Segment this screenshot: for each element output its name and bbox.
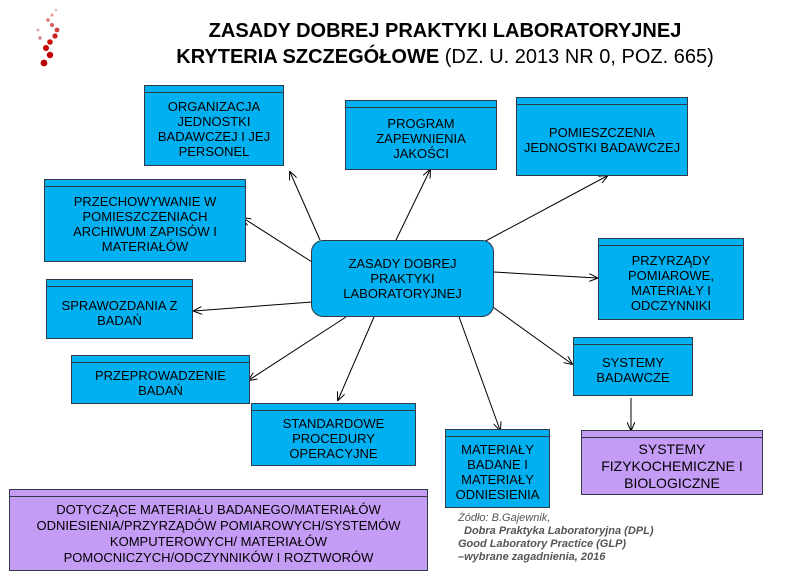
box-program: PROGRAM ZAPEWNIENIA JAKOŚCI xyxy=(345,107,497,170)
title-line-2-bold: KRYTERIA SZCZEGÓŁOWE xyxy=(176,46,440,68)
arrow-to-przeprowadzenie xyxy=(249,317,346,380)
arrow-to-pomieszczenia xyxy=(480,176,607,244)
arrow-to-przechowywanie xyxy=(243,218,312,262)
source-line-3: Good Laboratory Practice (GLP) xyxy=(458,538,627,550)
box-systemy: SYSTEMY BADAWCZE xyxy=(573,344,693,396)
box-przeprowadzenie: PRZEPROWADZENIE BADAŃ xyxy=(71,362,250,404)
box-dotyczace: DOTYCZĄCE MATERIAŁU BADANEGO/MATERIAŁÓW ODNIESIENIA/PRZYRZĄDÓW POMIAROWYCH/SYSTEMÓW KOMPUTEROWYCH/ MATERIAŁÓW POMOCNICZYCH/ODCZYNNIKÓW I ROZTWORÓW xyxy=(9,496,428,571)
box-przyrzady: PRZYRZĄDY POMIAROWE, MATERIAŁY I ODCZYNNIKI xyxy=(598,245,744,320)
box-przechowywanie: PRZECHOWYWANIE W POMIESZCZENIACH ARCHIWUM ZAPISÓW I MATERIAŁÓW xyxy=(44,186,246,262)
arrow-to-standardowe xyxy=(338,317,374,400)
title-line-1: ZASADY DOBREJ PRAKTYKI LABORATORYJNEJ xyxy=(208,20,682,42)
box-pomieszczenia: POMIESZCZENIA JEDNOSTKI BADAWCZEJ xyxy=(516,104,688,176)
source-note xyxy=(458,512,658,564)
source-line-1: Żódło: B.Gajewnik, xyxy=(458,512,551,524)
title-line-2-ref: (DZ. U. 2013 NR 0, POZ. 665) xyxy=(439,46,714,68)
arrow-to-przyrzady xyxy=(494,272,597,278)
box-materialy: MATERIAŁY BADANE I MATERIAŁY ODNIESIENIA xyxy=(445,436,550,508)
arrow-to-program xyxy=(396,170,430,240)
arrow-to-sprawozdania xyxy=(194,302,312,311)
box-standardowe: STANDARDOWE PROCEDURY OPERACYJNE xyxy=(251,410,416,466)
arrow-to-organizacja xyxy=(290,172,320,240)
arrow-to-systemy xyxy=(490,305,572,364)
box-sprawozdania: SPRAWOZDANIA Z BADAŃ xyxy=(46,286,193,339)
box-organizacja: ORGANIZACJA JEDNOSTKI BADAWCZEJ I JEJ PERSONEL xyxy=(144,92,284,166)
source-line-2: Dobra Praktyka Laboratoryjna (DPL) xyxy=(464,525,654,537)
source-line-4: –wybrane zagadnienia, 2016 xyxy=(458,551,606,563)
box-fizykochemiczne: SYSTEMY FIZYKOCHEMICZNE I BIOLOGICZNE xyxy=(581,437,763,495)
center-node: ZASADY DOBREJ PRAKTYKI LABORATORYJNEJ xyxy=(311,240,494,317)
arrow-to-materialy xyxy=(458,314,500,430)
